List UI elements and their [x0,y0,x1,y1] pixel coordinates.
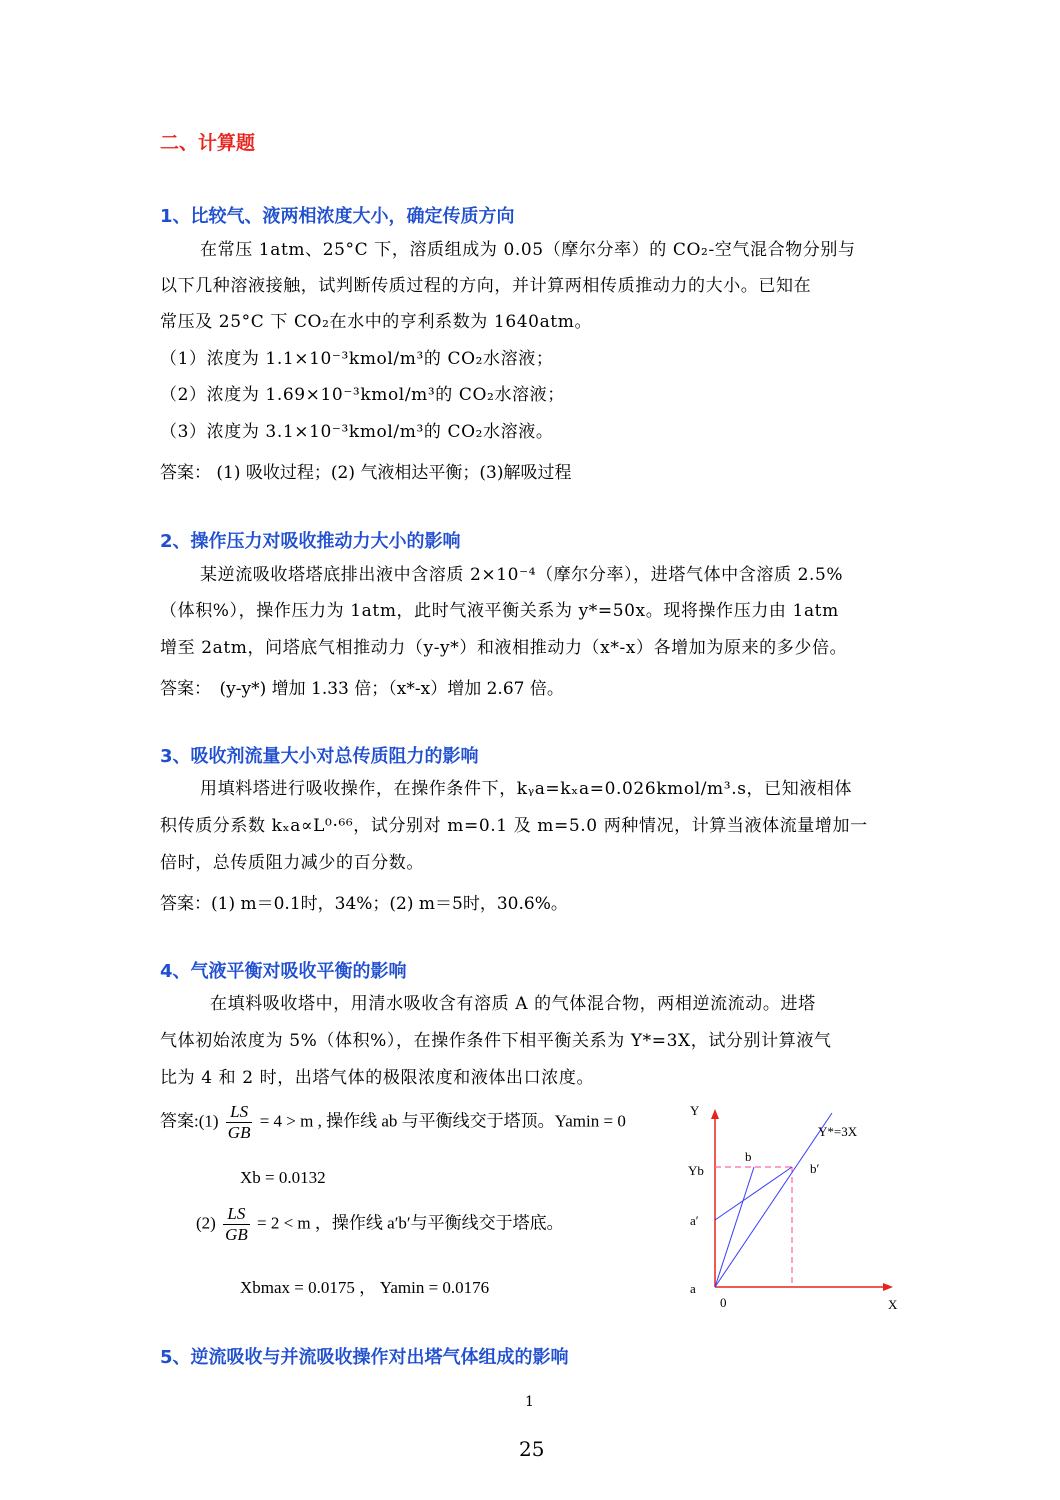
operating-line-ab [715,1167,754,1287]
fraction-numerator: LS [226,1102,253,1123]
answer-2-prefix: (2) [196,1213,216,1233]
problem-1-line-3: 常压及 25°C 下 CO₂在水中的亨利系数为 1640atm。 [160,312,593,332]
origin-label: 0 [720,1295,727,1310]
problem-2-line-2: （体积%），操作压力为 1atm，此时气液平衡关系为 y*=50x。现将操作压力由 1atm [160,601,839,621]
problem-2-answer: 答案： (y-y*) 增加 1.33 倍；（x*-x）增加 2.67 倍。 [160,679,564,699]
y-axis-arrow [711,1109,719,1119]
y-axis-label: Y [690,1103,700,1118]
problem-1-item-1: （1）浓度为 1.1×10⁻³kmol/m³的 CO₂水溶液； [160,349,554,369]
problem-1-item-3: （3）浓度为 3.1×10⁻³kmol/m³的 CO₂水溶液。 [160,422,554,442]
problem-2-line-3: 增至 2atm，问塔底气相推动力（y-y*）和液相推动力（x*-x）各增加为原来的多少倍。 [160,638,848,658]
problem-3-answer: 答案：(1) m＝0.1时，34%；(2) m＝5时，30.6%。 [160,894,568,914]
inner-page-number: 1 [525,1394,534,1410]
problem-1-answer: 答案： (1) 吸收过程；(2) 气液相达平衡；(3)解吸过程 [160,463,572,483]
yb-label: Yb [688,1163,704,1178]
problem-4-line-2: 气体初始浓度为 5%（体积%），在操作条件下相平衡关系为 Y*=3X，试分别计算液气 [160,1031,832,1051]
ratio-fraction-2 [223,1204,250,1245]
problem-4-answer-2-x: Xbmax = 0.0175 ， Yamin = 0.0176 [240,1278,490,1297]
b-prime-label: b′ [810,1161,820,1176]
problem-3-line-3: 倍时，总传质阻力减少的百分数。 [160,853,424,873]
problem-4-line-3: 比为 4 和 2 时，出塔气体的极限浓度和液体出口浓度。 [160,1068,595,1088]
equilibrium-label: Y*=3X [818,1124,858,1139]
operating-line-a-prime-b-prime [715,1167,792,1220]
equilibrium-line [715,1113,832,1287]
problem-2-line-1: 某逆流吸收塔塔底排出液中含溶质 2×10⁻⁴（摩尔分率），进塔气体中含溶质 2.5% [200,565,844,585]
problem-1-item-2: （2）浓度为 1.69×10⁻³kmol/m³的 CO₂水溶液； [160,385,565,405]
problem-4-answer-1 [160,1102,626,1143]
problem-5-title: 5、逆流吸收与并流吸收操作对出塔气体组成的影响 [160,1347,569,1368]
b-label: b [745,1149,752,1164]
fraction-numerator-2: LS [223,1204,250,1225]
problem-1-title: 1、比较气、液两相浓度大小，确定传质方向 [160,206,515,227]
problem-4-title: 4、气液平衡对吸收平衡的影响 [160,961,407,982]
problem-1-line-2: 以下几种溶液接触，试判断传质过程的方向，并计算两相传质推动力的大小。已知在 [160,276,812,296]
problem-3-title: 3、吸收剂流量大小对总传质阻力的影响 [160,746,479,767]
problem-3-line-1: 用填料塔进行吸收操作，在操作条件下，kᵧa=kₓa=0.026kmol/m³.s，已知液相体 [200,779,853,799]
answer-prefix: 答案:(1) [160,1111,219,1131]
x-axis-arrow [883,1283,893,1291]
a-prime-label: a′ [690,1213,699,1228]
problem-1-line-1: 在常压 1atm、25°C 下，溶质组成为 0.05（摩尔分率）的 CO₂-空气混合物分别与 [200,240,856,260]
problem-4-answer-1-x: Xb = 0.0132 [240,1168,326,1187]
answer-1-text: = 4 > m , 操作线 ab 与平衡线交于塔顶。Yamin = 0 [259,1111,626,1131]
section-title: 二、计算题 [160,132,256,154]
fraction-denominator-2: GB [225,1225,248,1244]
outer-page-number: 25 [519,1437,545,1461]
answer-2-text: = 2 < m ，操作线 a′b′与平衡线交于塔底。 [257,1213,564,1233]
problem-4-answer-2 [196,1204,564,1245]
ratio-fraction [226,1102,253,1143]
operating-line-diagram [680,1095,910,1320]
x-axis-label: X [888,1297,898,1312]
problem-4-line-1: 在填料吸收塔中，用清水吸收含有溶质 A 的气体混合物，两相逆流流动。进塔 [210,994,816,1014]
problem-3-line-2: 积传质分系数 kₓa∝L⁰·⁶⁶，试分别对 m=0.1 及 m=5.0 两种情况，计算当液体流量增加一 [160,816,868,836]
a-label: a [690,1281,696,1296]
fraction-denominator: GB [227,1123,251,1142]
problem-2-title: 2、操作压力对吸收推动力大小的影响 [160,531,461,552]
